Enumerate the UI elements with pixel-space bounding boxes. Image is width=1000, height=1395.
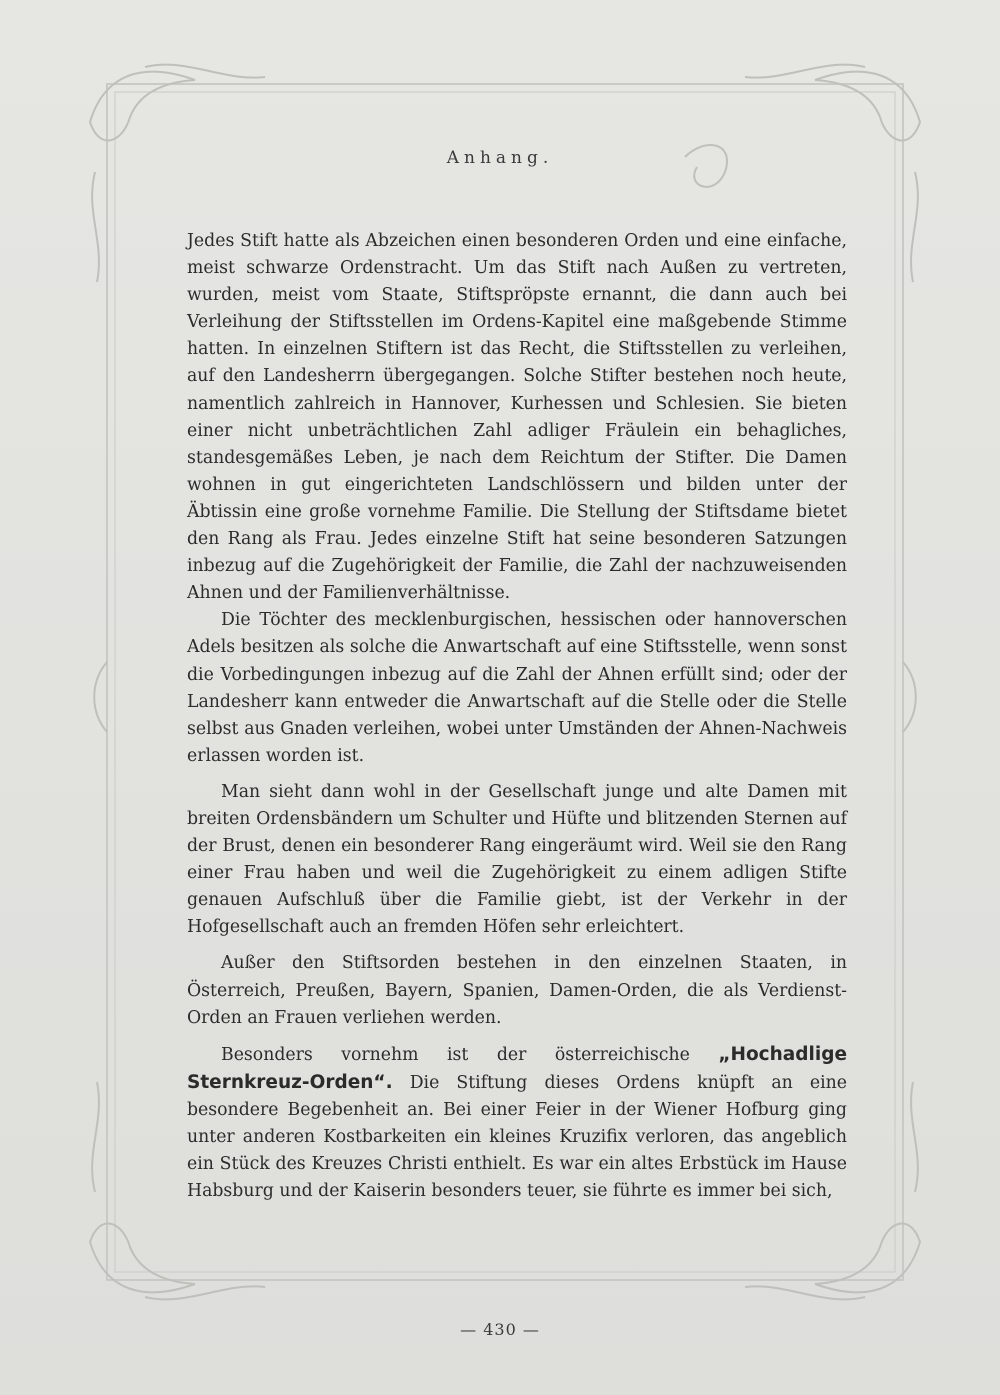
page-number: — 430 — [460, 1320, 540, 1339]
text-body [187, 228, 847, 1205]
paragraph-5-lead: Besonders vornehm ist der österreichische [221, 1044, 719, 1065]
paragraph-4: Außer den Stiftsorden bestehen in den einzelnen Staaten, in Österreich, Preußen, Bayern, Spanien, Damen-Orden, die als Verdienst-Orden an Frauen verliehen werden. [187, 953, 847, 1028]
paragraph-5-rest: Die Stiftung dieses Ordens knüpft an eine besondere Begebenheit an. Bei einer Feier in der Wiener Hofburg ging unter anderen Kostbarkeiten ein kleines Kruzifix verloren, das angeblich ein Stück des Kreuzes Christi enthielt. Es war ein altes Erbstück im Hause Habsburg und der Kaiserin besonders teuer, sie führte es immer bei sich, [187, 1072, 847, 1202]
paragraph-2: Die Töchter des mecklenburgischen, hessischen oder hannoverschen Adels besitzen als solche die Anwartschaft auf eine Stiftsstelle, wenn sonst die Vorbedingungen inbezug auf die Zahl der Ahnen erfüllt sind; oder der Landesherr kann entweder die Anwartschaft auf die Stelle oder die Stelle selbst aus Gnaden verleihen, wobei unter Umständen der Ahnen-Nachweis erlassen worden ist. [187, 610, 847, 766]
paragraph-3: Man sieht dann wohl in der Gesellschaft junge und alte Damen mit breiten Ordensbändern um Schulter und Hüfte und blitzenden Sternen auf der Brust, denen ein besonderer Rang eingeräumt wird. Weil sie den Rang einer Frau haben und weil die Zugehörigkeit zu einem adligen Stifte genauen Aufschluß über die Familie giebt, ist der Verkehr in der Hofgesellschaft auch an fremden Höfen sehr erleichtert. [187, 781, 847, 938]
running-head: Anhang. [446, 148, 554, 168]
order-name-emphasis: „Hochadlige Sternkreuz-Orden“. [187, 1043, 847, 1093]
paragraph-1: Jedes Stift hatte als Abzeichen einen besonderen Orden und eine einfache, meist schwarze Ordenstracht. Um das Stift nach Außen zu vertreten, wurden, meist vom Staate, Stiftspröpste ernannt, die dann auch bei Verleihung der Stiftsstellen im Ordens-Kapitel eine maßgebende Stimme hatten. In einzelnen Stiftern ist das Recht, die Stiftsstellen zu verleihen, auf den Landesherrn übergegangen. Solche Stifter bestehen noch heute, namentlich zahlreich in Hannover, Kurhessen und Schlesien. Sie bieten einer nicht unbeträchtlichen Zahl adliger Fräulein ein behagliches, standesgemäßes Leben, je nach dem Reichtum der Stifter. Die Damen wohnen in gut eingerichteten Landschlössern und bilden unter der Äbtissin eine große vornehme Familie. Die Stellung der Stiftsdame bietet den Rang als Frau. Jedes einzelne Stift hat seine besonderen Satzungen inbezug auf die Zugehörigkeit der Familie, die Zahl der nachzuweisenden Ahnen und der Familienverhältnisse. [187, 231, 847, 604]
paragraph-5 [187, 1041, 847, 1206]
